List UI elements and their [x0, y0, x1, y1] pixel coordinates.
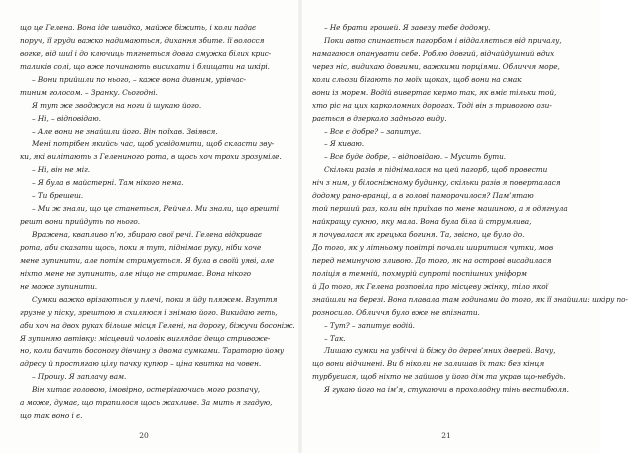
text-line: Поки авто спинається пагорбом і віддаляється від причалу,: [324, 35, 562, 45]
text-line: намагаюся опанувати себе. Роблю довгий, відчайдушний вдих: [312, 48, 555, 58]
text-line: – Ні, – відповідаю.: [32, 113, 101, 123]
text-line: – Прошу. Я заплачу вам.: [32, 372, 127, 382]
text-line: рається в дзеркало заднього виду.: [312, 113, 447, 123]
text-line: й До того, як Гелена розповіла про місцеву жінку, тіло якої: [312, 281, 548, 291]
text-line: – Але вони не знайшли його. Він поїхав. Звіявся.: [32, 126, 218, 136]
text-line: таликів солі, що вже починають висихати і блищати на шкірі.: [20, 61, 270, 71]
text-line: поліція в темній, похмурій супроті поспішних уніформ: [312, 268, 527, 278]
text-line: Мені потрібен якийсь час, щоб усвідомити, щоб скласти зву-: [32, 139, 275, 149]
text-line: той перший раз, коли він приїхав по мене машиною, а я одягнула: [312, 204, 568, 214]
text-line: знайшли на березі. Вона плавала там годинами до того, як її знайшли: шкіру по-: [312, 294, 628, 304]
text-line: – Все є добре? – запитує.: [324, 126, 422, 136]
text-line: мене зупинити, але потім стримується. Я була в своїй уяві, але: [20, 255, 275, 265]
text-line: – Не брати грошей. Я завезу тебе додому.: [324, 23, 491, 32]
text-line: ніхто мене не зупинить, але ніщо не стримає. Вона нікого: [20, 268, 251, 278]
text-line: – Вони прийшли по нього, – каже вона дивним, урівчас-: [32, 74, 246, 84]
text-line: – Все буде добре, – відповідаю. – Мусить бути.: [324, 152, 506, 162]
left-page-number: 20: [139, 431, 149, 440]
text-line: решт вони прийдуть по нього.: [20, 217, 141, 227]
book-gutter: [298, 0, 302, 453]
text-line: що це Гелена. Вона іде швидко, майже біжить, і коли падає: [20, 23, 257, 32]
text-line: Вражена, квапливо п’ю, збираю свої речі. Гелена відкриває: [32, 230, 262, 239]
text-line: хто ріс на цих карколомних дорогах. Тоді він з тривогою ози-: [312, 100, 552, 110]
text-line: – Ні, він не міг.: [32, 165, 90, 175]
text-line: вони із морем. Водій вивертає кермо так, як вміє тільки той,: [312, 87, 557, 97]
text-line: – Тут? – запитує водій.: [324, 320, 415, 330]
text-line: вогке, від шиї і до ключиць тягнеться довга смужка білих крис-: [20, 48, 272, 58]
text-line: тиним голосом. – Зранку. Сьогодні.: [20, 87, 158, 97]
text-line: поруч, її груди важко надимаються, дихання збите. її волосся: [20, 35, 265, 45]
text-line: розносило. Обличчя було вже не впізнати.: [312, 307, 480, 317]
text-line: коли сльози бігають по моїх щоках, щоб вони на смак: [312, 74, 522, 84]
text-line: рота, аби сказати щось, поки я тут, піднімає руку, ніби хоче: [20, 242, 262, 252]
text-line: адресу й простягаю цілу пачку купюр – ціна квитка на човен.: [20, 359, 262, 369]
text-line: що так воно і є.: [20, 411, 83, 421]
text-line: ки, які вилітають з Гелениного рота, в щось хоч трохи зрозуміле.: [20, 152, 282, 162]
text-line: Я зупиняю автівку: місцевий чоловік виглядає дещо стривоже-: [20, 333, 271, 343]
text-line: Я гукаю його на ім’я, стукаючи в прохолодну тінь вестибюля.: [324, 385, 569, 395]
text-line: грузне у піску, зрештою я схиляюся і знімаю його. Викидаю геть,: [20, 307, 278, 317]
text-line: турбуєшся, щоб ніхто не зайшов у його дім та украв що-небудь.: [312, 372, 566, 382]
text-line: Я тут же зводжуся на ноги й шукаю його.: [32, 100, 202, 110]
text-line: – Я киваю.: [324, 139, 365, 149]
text-line: Скільки разів я піднімалася на цей пагорб, щоб провести: [324, 165, 548, 175]
text-line: аби хоч на двох руках більше місця Гелені, на дорогу, біжучи босоніж.: [20, 320, 295, 330]
right-page: [312, 22, 628, 397]
text-line: перед неминучою зливою. До того, як на острові висадилася: [312, 255, 552, 265]
text-line: найкращу сукню, яку мала. Вона була біла й струмлива,: [312, 217, 532, 227]
text-line: Лишаю сумки на узбіччі й біжу до дерев’яних дверей. Вачу,: [324, 346, 556, 356]
text-line: До того, як у літньому повітрі почали ширитися чутки, мов: [312, 242, 554, 252]
text-line: що вони відчинені. Ви б ніколи не залишав їх так: без кінця: [312, 359, 545, 369]
text-line: додому рано-вранці, а в голові паморочилося? Пам’ятаю: [312, 191, 534, 201]
text-line: – Ти брешеш.: [32, 191, 84, 201]
text-line: – Ми ж знали, що це станеться, Рейчел. Ми знали, що врешті: [32, 204, 280, 214]
text-line: через ніс, видихаю довгими, важкими порціями. Обличчя море,: [312, 61, 560, 71]
text-line: но, коли бачить босоногу дівчину з двома сумками. Тараторю йому: [20, 346, 285, 356]
text-line: – Так.: [324, 333, 346, 343]
text-line: Він хитає головою, імовірно, остерігаючись мого розпачу,: [32, 385, 261, 395]
text-line: – Я була в майстерні. Там нікого нема.: [32, 178, 184, 188]
text-line: ніч з ним, у білосніжному будинку, скільки разів я поверталася: [312, 178, 561, 188]
text-line: не може зупинити.: [20, 281, 98, 291]
left-page: [20, 22, 295, 423]
text-line: я почувалася як грецька богиня. Та, звісно, це було до.: [312, 230, 525, 239]
text-line: а може, думає, що трапилося щось жахливе. За мить я згадую,: [20, 398, 273, 408]
text-line: Сумки важко врізаються у плечі, поки я йду пляжем. Взуття: [32, 294, 278, 304]
right-page-number: 21: [441, 431, 451, 440]
